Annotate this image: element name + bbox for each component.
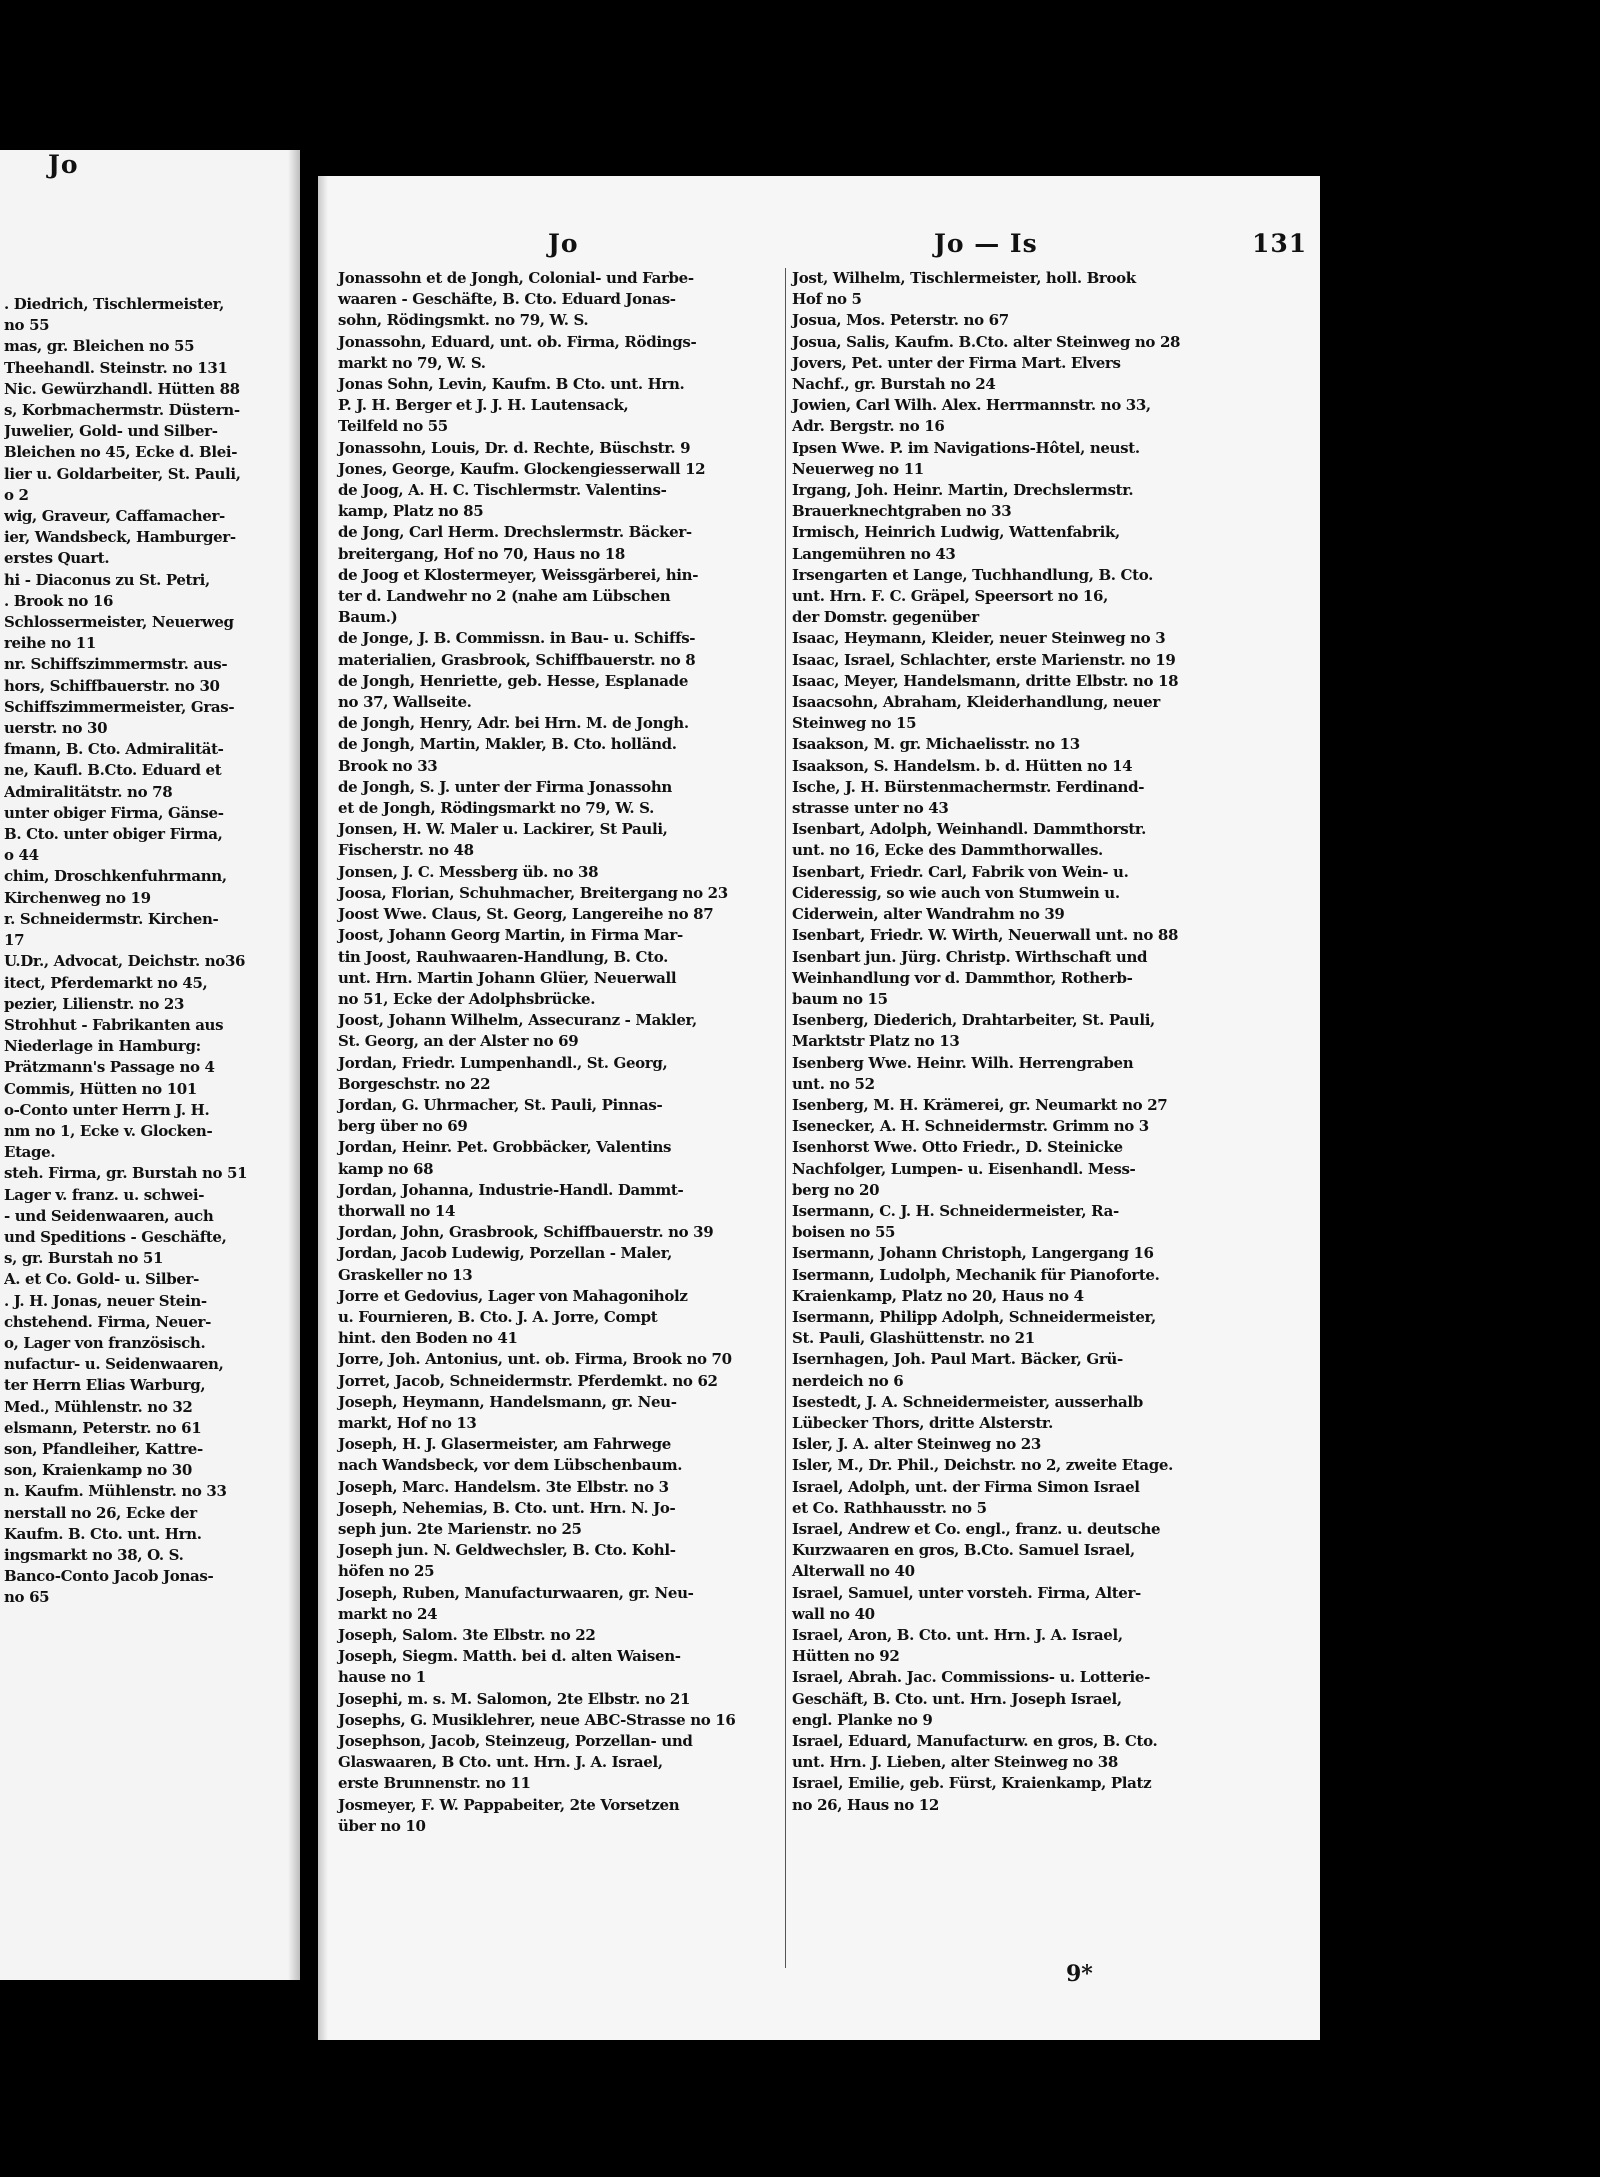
directory-entry-line: lier u. Goldarbeiter, St. Pauli, [4, 464, 241, 483]
directory-entry-line: Kirchenweg no 19 [4, 888, 151, 907]
directory-entry-line: son, Kraienkamp no 30 [4, 1461, 192, 1480]
directory-entry-line: Isenhorst Wwe. Otto Friedr., D. Steinicke [792, 1138, 1123, 1157]
page-edge-shadow [318, 176, 328, 2040]
directory-entry-line: und Speditions - Geschäfte, [4, 1227, 227, 1246]
directory-entry-line: Isermann, Johann Christoph, Langergang 16 [792, 1244, 1154, 1263]
directory-entry-line: Irsengarten et Lange, Tuchhandlung, B. Cto. [792, 565, 1153, 584]
directory-entry-line: Graskeller no 13 [338, 1265, 473, 1284]
directory-entry-line: n. Kaufm. Mühlenstr. no 33 [4, 1482, 227, 1501]
directory-entry-line: Etage. [4, 1143, 56, 1162]
directory-entry-line: de Jongh, Henriette, geb. Hesse, Esplanade [338, 671, 689, 690]
directory-entry-line: unt. Hrn. Martin Johann Glüer, Neuerwall [338, 968, 677, 987]
directory-entry-line: ne, Kaufl. B.Cto. Eduard et [4, 761, 222, 780]
directory-entry-line: Isenbart jun. Jürg. Christp. Wirthschaft und [792, 947, 1148, 966]
directory-entry-line: seph jun. 2te Marienstr. no 25 [338, 1519, 582, 1538]
directory-entry-line: Baum.) [338, 608, 398, 627]
directory-entry-line: Hütten no 92 [792, 1647, 900, 1666]
directory-entry-line: Josephi, m. s. M. Salomon, 2te Elbstr. no 21 [338, 1689, 691, 1708]
directory-entry-line: Isler, M., Dr. Phil., Deichstr. no 2, zweite Etage. [792, 1456, 1173, 1475]
directory-entry-line: Joseph, Salom. 3te Elbstr. no 22 [338, 1626, 596, 1644]
left-page [0, 150, 300, 1980]
directory-entry-line: de Jongh, Henry, Adr. bei Hrn. M. de Jongh. [338, 714, 689, 733]
directory-entry-line: Bleichen no 45, Ecke d. Blei- [4, 443, 238, 462]
directory-entry-line: Joseph, H. J. Glasermeister, am Fahrwege [338, 1435, 671, 1454]
directory-entry-line: hint. den Boden no 41 [338, 1329, 518, 1348]
directory-entry-line: Josua, Salis, Kaufm. B.Cto. alter Steinweg no 28 [792, 332, 1181, 351]
directory-entry-line: erste Brunnenstr. no 11 [338, 1774, 531, 1793]
directory-entry-line: A. et Co. Gold- u. Silber- [4, 1270, 199, 1289]
directory-entry-line: de Jong, Carl Herm. Drechslermstr. Bäcker- [338, 523, 692, 542]
directory-entry-line: Juwelier, Gold- und Silber- [4, 422, 218, 441]
directory-entry-line: pezier, Lilienstr. no 23 [4, 994, 185, 1013]
directory-entry-line: itect, Pferdemarkt no 45, [4, 973, 208, 992]
directory-entry-line: boisen no 55 [792, 1223, 896, 1242]
directory-entry-line: Adr. Bergstr. no 16 [792, 417, 945, 436]
directory-entry-line: Joseph, Heymann, Handelsmann, gr. Neu- [338, 1392, 677, 1411]
directory-entry-line: Langemühren no 43 [792, 544, 956, 563]
directory-entry-line: Isenbart, Adolph, Weinhandl. Dammthorstr. [792, 820, 1146, 839]
directory-entry-line: materialien, Grasbrook, Schiffbauerstr. no 8 [338, 650, 696, 669]
directory-entry-line: uerstr. no 30 [4, 719, 108, 738]
directory-entry-line: hi - Diaconus zu St. Petri, [4, 570, 210, 589]
directory-entry-line: nr. Schiffszimmermstr. aus- [4, 655, 228, 674]
directory-entry-line: Isaac, Meyer, Handelsmann, dritte Elbstr. no 18 [792, 671, 1179, 690]
directory-entry-line: Admiralitätstr. no 78 [4, 782, 173, 801]
directory-entry-line: u. Fournieren, B. Cto. J. A. Jorre, Compt [338, 1307, 658, 1326]
directory-entry-line: Jorre, Joh. Antonius, unt. ob. Firma, Brook no 70 [338, 1350, 732, 1369]
directory-entry-line: Josua, Mos. Peterstr. no 67 [792, 311, 1009, 330]
directory-entry-line: markt no 79, W. S. [338, 353, 486, 372]
directory-entry-line: Fischerstr. no 48 [338, 841, 474, 860]
directory-entry-line: hause no 1 [338, 1668, 426, 1687]
directory-entry-line: Ische, J. H. Bürstenmachermstr. Ferdinand- [792, 777, 1145, 796]
directory-entry-line: Commis, Hütten no 101 [4, 1079, 197, 1098]
directory-entry-line: Isermann, Philipp Adolph, Schneidermeister, [792, 1307, 1156, 1326]
directory-entry-line: chim, Droschkenfuhrmann, [4, 867, 227, 886]
signature-mark: 9* [1066, 1961, 1093, 1987]
directory-entry-line: Josephs, G. Musiklehrer, neue ABC-Strasse no 16 [338, 1710, 736, 1729]
page-number: 131 [1252, 229, 1308, 258]
directory-entry-line: Israel, Abrah. Jac. Commissions- u. Lotterie- [792, 1668, 1150, 1687]
directory-entry-line: - und Seidenwaaren, auch [4, 1206, 214, 1225]
directory-column-1 [338, 268, 800, 1837]
directory-entry-line: St. Pauli, Glashüttenstr. no 21 [792, 1329, 1035, 1348]
directory-entry-line: unt. Hrn. F. C. Gräpel, Speersort no 16, [792, 587, 1108, 606]
directory-entry-line: 17 [4, 931, 25, 950]
page-header-left: Jo [548, 229, 579, 258]
directory-entry-line: Schlossermeister, Neuerweg [4, 613, 234, 632]
directory-entry-line: Kraienkamp, Platz no 20, Haus no 4 [792, 1286, 1084, 1305]
directory-entry-line: reihe no 11 [4, 634, 96, 653]
directory-entry-line: ier, Wandsbeck, Hamburger- [4, 528, 236, 547]
directory-entry-line: der Domstr. gegenüber [792, 608, 979, 627]
directory-entry-line: no 51, Ecke der Adolphsbrücke. [338, 989, 596, 1008]
directory-entry-line: steh. Firma, gr. Burstah no 51 [4, 1164, 248, 1183]
directory-entry-line: Joost, Johann Georg Martin, in Firma Mar- [338, 926, 683, 945]
directory-entry-line: unter obiger Firma, Gänse- [4, 803, 224, 822]
directory-entry-line: ingsmarkt no 38, O. S. [4, 1545, 184, 1564]
directory-entry-line: Josephson, Jacob, Steinzeug, Porzellan- und [338, 1732, 693, 1751]
directory-entry-line: de Jongh, Martin, Makler, B. Cto. holländ. [338, 735, 677, 754]
directory-entry-line: Joseph, Nehemias, B. Cto. unt. Hrn. N. Jo- [338, 1498, 676, 1517]
directory-entry-line: ter d. Landwehr no 2 (nahe am Lübschen [338, 587, 671, 606]
directory-entry-line: Marktstr Platz no 13 [792, 1032, 960, 1051]
directory-entry-line: Irgang, Joh. Heinr. Martin, Drechslermstr. [792, 481, 1134, 500]
directory-entry-line: Jorret, Jacob, Schneidermstr. Pferdemkt. no 62 [338, 1371, 718, 1390]
directory-entry-line: no 55 [4, 316, 50, 335]
directory-entry-line: Weinhandlung vor d. Dammthor, Rotherb- [792, 968, 1133, 987]
directory-entry-line: nm no 1, Ecke v. Glocken- [4, 1121, 213, 1140]
directory-entry-line: nufactur- u. Seidenwaaren, [4, 1355, 224, 1374]
directory-entry-line: unt. no 16, Ecke des Dammthorwalles. [792, 841, 1103, 860]
directory-entry-line: Neuerweg no 11 [792, 459, 924, 478]
directory-entry-line: Isaacsohn, Abraham, Kleiderhandlung, neuer [792, 693, 1160, 712]
directory-entry-line: s, gr. Burstah no 51 [4, 1249, 164, 1268]
directory-entry-line: nerdeich no 6 [792, 1371, 904, 1390]
directory-entry-line: Theehandl. Steinstr. no 131 [4, 358, 228, 377]
page-gutter-shadow [288, 150, 300, 1980]
directory-entry-line: Hof no 5 [792, 290, 862, 309]
directory-entry-line: Jonsen, J. C. Messberg üb. no 38 [338, 862, 599, 881]
directory-entry-line: Ciderwein, alter Wandrahm no 39 [792, 905, 1065, 924]
directory-entry-line: höfen no 25 [338, 1562, 435, 1581]
directory-entry-line: Isernhagen, Joh. Paul Mart. Bäcker, Grü- [792, 1350, 1123, 1369]
directory-entry-line: markt no 24 [338, 1604, 438, 1623]
directory-entry-line: Kurzwaaren en gros, B.Cto. Samuel Israel, [792, 1541, 1135, 1560]
directory-entry-line: Alterwall no 40 [792, 1562, 915, 1581]
directory-entry-line: Israel, Emilie, geb. Fürst, Kraienkamp, Platz [792, 1774, 1152, 1793]
directory-entry-line: Isenberg, M. H. Krämerei, gr. Neumarkt no 27 [792, 1095, 1168, 1114]
directory-entry-line: Brook no 33 [338, 756, 438, 775]
directory-entry-line: markt, Hof no 13 [338, 1413, 477, 1432]
directory-entry-line: Israel, Adolph, unt. der Firma Simon Israel [792, 1477, 1140, 1496]
directory-entry-line: o-Conto unter Herrn J. H. [4, 1100, 210, 1119]
directory-entry-line: Joseph, Siegm. Matth. bei d. alten Waisen- [338, 1647, 681, 1666]
directory-entry-line: Jordan, G. Uhrmacher, St. Pauli, Pinnas- [338, 1095, 663, 1114]
directory-entry-line: Jordan, Jacob Ludewig, Porzellan - Maler, [338, 1244, 673, 1263]
directory-entry-line: nerstall no 26, Ecke der [4, 1503, 197, 1522]
directory-entry-line: Isler, J. A. alter Steinweg no 23 [792, 1435, 1041, 1454]
main-page [318, 176, 1320, 2040]
directory-entry-line: elsmann, Peterstr. no 61 [4, 1418, 202, 1437]
directory-entry-line: nach Wandsbeck, vor dem Lübschenbaum. [338, 1456, 683, 1475]
directory-entry-line: Jonsen, H. W. Maler u. Lackirer, St Pauli, [338, 820, 668, 839]
directory-entry-line: Jowien, Carl Wilh. Alex. Herrmannstr. no 33, [792, 396, 1151, 415]
directory-entry-line: son, Pfandleiher, Kattre- [4, 1439, 203, 1458]
directory-entry-line: Steinweg no 15 [792, 714, 917, 733]
directory-entry-line: Banco-Conto Jacob Jonas- [4, 1567, 214, 1586]
directory-entry-line: Cideressig, so wie auch von Stumwein u. [792, 883, 1120, 902]
directory-entry-line: Joseph jun. N. Geldwechsler, B. Cto. Kohl- [338, 1541, 676, 1560]
directory-entry-line: no 26, Haus no 12 [792, 1795, 939, 1814]
directory-entry-line: unt. Hrn. J. Lieben, alter Steinweg no 38 [792, 1753, 1118, 1772]
directory-entry-line: Brauerknechtgraben no 33 [792, 502, 1012, 521]
directory-entry-line: no 65 [4, 1588, 50, 1607]
directory-entry-line: U.Dr., Advocat, Deichstr. no36 [4, 952, 246, 971]
directory-entry-line: B. Cto. unter obiger Firma, [4, 825, 223, 844]
directory-entry-line: baum no 15 [792, 989, 888, 1008]
directory-entry-line: kamp no 68 [338, 1159, 434, 1178]
directory-entry-line: kamp, Platz no 85 [338, 502, 484, 521]
directory-entry-line: Lübecker Thors, dritte Alsterstr. [792, 1413, 1053, 1432]
directory-entry-line: Isestedt, J. A. Schneidermeister, ausserhalb [792, 1392, 1143, 1411]
directory-entry-line: Isermann, C. J. H. Schneidermeister, Ra- [792, 1201, 1119, 1220]
directory-entry-line: Nic. Gewürzhandl. Hütten 88 [4, 379, 240, 398]
directory-entry-line: Isenbart, Friedr. W. Wirth, Neuerwall unt. no 88 [792, 926, 1179, 945]
directory-entry-line: berg über no 69 [338, 1117, 468, 1136]
directory-entry-line: Israel, Andrew et Co. engl., franz. u. deutsche [792, 1519, 1161, 1538]
directory-entry-line: Joseph, Marc. Handelsm. 3te Elbstr. no 3 [338, 1477, 669, 1496]
directory-entry-line: o 2 [4, 485, 29, 504]
directory-entry-line: St. Georg, an der Alster no 69 [338, 1032, 579, 1051]
directory-entry-line: Lager v. franz. u. schwei- [4, 1185, 205, 1204]
directory-entry-line: et de Jongh, Rödingsmarkt no 79, W. S. [338, 799, 654, 818]
directory-entry-line: r. Schneidermstr. Kirchen- [4, 909, 219, 928]
directory-entry-line: Isermann, Ludolph, Mechanik für Pianoforte. [792, 1265, 1160, 1284]
directory-entry-line: berg no 20 [792, 1180, 880, 1199]
directory-entry-line: Prätzmann's Passage no 4 [4, 1058, 215, 1077]
directory-entry-line: Isenbart, Friedr. Carl, Fabrik von Wein- u. [792, 862, 1129, 881]
directory-entry-line: Jorre et Gedovius, Lager von Mahagoniholz [338, 1286, 688, 1305]
directory-entry-line: hors, Schiffbauerstr. no 30 [4, 676, 220, 695]
directory-entry-line: Glaswaaren, B Cto. unt. Hrn. J. A. Israel, [338, 1753, 663, 1772]
directory-entry-line: Jordan, John, Grasbrook, Schiffbauerstr. no 39 [338, 1223, 714, 1242]
directory-entry-line: fmann, B. Cto. Admiralität- [4, 740, 224, 759]
directory-entry-line: de Joog, A. H. C. Tischlermstr. Valentins- [338, 481, 667, 500]
directory-entry-line: Israel, Samuel, unter vorsteh. Firma, Alter- [792, 1583, 1141, 1602]
directory-entry-line: Isenberg Wwe. Heinr. Wilh. Herrengraben [792, 1053, 1134, 1072]
directory-entry-line: et Co. Rathhausstr. no 5 [792, 1498, 987, 1517]
directory-entry-line: Borgeschstr. no 22 [338, 1074, 491, 1093]
directory-entry-line: de Jonge, J. B. Commissn. in Bau- u. Schiffs- [338, 629, 696, 648]
directory-entry-line: Isaac, Israel, Schlachter, erste Marienstr. no 19 [792, 650, 1176, 669]
directory-entry-line: . Diedrich, Tischlermeister, [4, 295, 225, 313]
directory-entry-line: Jordan, Friedr. Lumpenhandl., St. Georg, [338, 1053, 668, 1072]
directory-entry-line: breitergang, Hof no 70, Haus no 18 [338, 544, 625, 563]
directory-entry-line: ter Herrn Elias Warburg, [4, 1376, 206, 1395]
directory-entry-line: de Jongh, S. J. unter der Firma Jonassohn [338, 777, 672, 796]
directory-entry-line: o 44 [4, 846, 39, 865]
directory-entry-line: wall no 40 [792, 1604, 875, 1623]
left-page-text-column [4, 294, 288, 1609]
directory-entry-line: Jovers, Pet. unter der Firma Mart. Elvers [792, 353, 1121, 372]
left-page-header: Jo [48, 150, 79, 179]
directory-entry-line: Jonassohn, Louis, Dr. d. Rechte, Büschstr. 9 [338, 438, 691, 457]
directory-entry-line: Isenberg, Diederich, Drahtarbeiter, St. Pauli, [792, 1011, 1155, 1030]
directory-entry-line: chstehend. Firma, Neuer- [4, 1312, 211, 1331]
directory-entry-line: Isaakson, M. gr. Michaelisstr. no 13 [792, 735, 1080, 754]
directory-entry-line: Geschäft, B. Cto. unt. Hrn. Joseph Israel, [792, 1689, 1122, 1708]
directory-entry-line: o, Lager von französisch. [4, 1333, 206, 1352]
directory-entry-line: Isaakson, S. Handelsm. b. d. Hütten no 14 [792, 756, 1133, 775]
page-header-right: Jo — Is [934, 229, 1038, 258]
directory-entry-line: Nachfolger, Lumpen- u. Eisenhandl. Mess- [792, 1159, 1136, 1178]
directory-entry-line: P. J. H. Berger et J. J. H. Lautensack, [338, 396, 629, 415]
directory-entry-line: Israel, Eduard, Manufacturw. en gros, B. Cto. [792, 1732, 1158, 1751]
directory-entry-line: no 37, Wallseite. [338, 693, 472, 712]
directory-entry-line: Joseph, Ruben, Manufacturwaaren, gr. Neu- [338, 1583, 694, 1602]
directory-entry-line: Jordan, Heinr. Pet. Grobbäcker, Valentins [338, 1138, 672, 1157]
directory-entry-line: Isaac, Heymann, Kleider, neuer Steinweg no 3 [792, 629, 1166, 648]
directory-entry-line: Jones, George, Kaufm. Glockengiesserwall 12 [338, 459, 706, 478]
directory-entry-line: Isenecker, A. H. Schneidermstr. Grimm no 3 [792, 1117, 1149, 1136]
directory-entry-line: Schiffszimmermeister, Gras- [4, 697, 235, 716]
directory-entry-line: Jost, Wilhelm, Tischlermeister, holl. Brook [792, 269, 1136, 287]
directory-entry-line: wig, Graveur, Caffamacher- [4, 507, 225, 526]
directory-entry-line: Ipsen Wwe. P. im Navigations-Hôtel, neust. [792, 438, 1140, 457]
directory-entry-line: Med., Mühlenstr. no 32 [4, 1397, 193, 1416]
directory-entry-line: Jonassohn, Eduard, unt. ob. Firma, Rödings- [338, 332, 697, 351]
directory-entry-line: mas, gr. Bleichen no 55 [4, 337, 195, 356]
directory-entry-line: . Brook no 16 [4, 591, 114, 610]
directory-entry-line: Niederlage in Hamburg: [4, 1037, 201, 1056]
directory-entry-line: waaren - Geschäfte, B. Cto. Eduard Jonas- [338, 290, 676, 309]
directory-entry-line: Joosa, Florian, Schuhmacher, Breitergang no 23 [338, 883, 728, 902]
directory-entry-line: Joost Wwe. Claus, St. Georg, Langereihe no 87 [338, 905, 714, 924]
directory-entry-line: thorwall no 14 [338, 1201, 456, 1220]
directory-entry-line: Teilfeld no 55 [338, 417, 448, 436]
directory-entry-line: Strohhut - Fabrikanten aus [4, 1015, 224, 1034]
directory-entry-line: Kaufm. B. Cto. unt. Hrn. [4, 1524, 202, 1543]
directory-entry-line: Josmeyer, F. W. Pappabeiter, 2te Vorsetzen [338, 1795, 680, 1814]
directory-entry-line: Jordan, Johanna, Industrie-Handl. Dammt- [338, 1180, 684, 1199]
directory-entry-line: strasse unter no 43 [792, 799, 949, 818]
directory-entry-line: Jonassohn et de Jongh, Colonial- und Farbe- [338, 269, 694, 287]
directory-entry-line: Nachf., gr. Burstah no 24 [792, 375, 996, 394]
directory-entry-line: erstes Quart. [4, 549, 110, 568]
directory-entry-line: tin Joost, Rauhwaaren-Handlung, B. Cto. [338, 947, 668, 966]
directory-entry-line: de Joog et Klostermeyer, Weissgärberei, hin- [338, 565, 699, 584]
directory-entry-line: über no 10 [338, 1816, 426, 1835]
directory-entry-line: Israel, Aron, B. Cto. unt. Hrn. J. A. Israel, [792, 1626, 1123, 1644]
directory-entry-line: sohn, Rödingsmkt. no 79, W. S. [338, 311, 589, 330]
directory-entry-line: s, Korbmachermstr. Düstern- [4, 401, 240, 420]
directory-entry-line: unt. no 52 [792, 1074, 875, 1093]
directory-entry-line: Irmisch, Heinrich Ludwig, Wattenfabrik, [792, 523, 1120, 542]
directory-entry-line: . J. H. Jonas, neuer Stein- [4, 1291, 207, 1310]
directory-entry-line: Joost, Johann Wilhelm, Assecuranz - Makler, [338, 1011, 697, 1030]
directory-entry-line: engl. Planke no 9 [792, 1710, 933, 1729]
directory-entry-line: Jonas Sohn, Levin, Kaufm. B Cto. unt. Hrn. [338, 375, 685, 394]
directory-column-2 [792, 268, 1312, 1816]
